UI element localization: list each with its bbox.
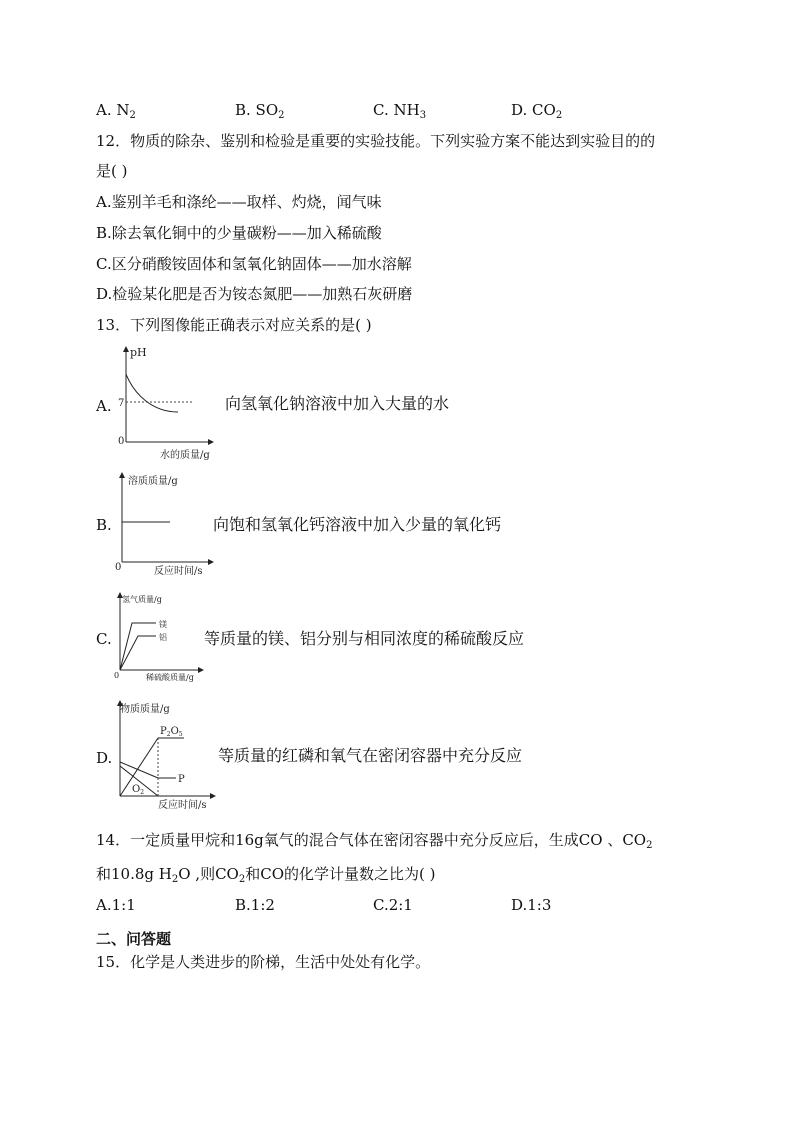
- series-p-label: P: [178, 774, 185, 785]
- q14-stem-line2: 和10.8g $H_2O$ ,则$CO_2$和CO的化学计量数之比为( ): [96, 865, 436, 885]
- q14-option-c: C.2:1: [373, 896, 413, 914]
- series-p-line: [120, 762, 176, 778]
- series-al-label: 铝: [159, 633, 167, 642]
- y-axis-label: 氢气质量/g: [122, 595, 162, 604]
- q12-stem-line1: 12．物质的除杂、鉴别和检验是重要的实验技能。下列实验方案不能达到实验目的的: [96, 132, 656, 150]
- series-p2o5-line: [120, 738, 184, 796]
- q12-option-b: B.除去氧化铜中的少量碳粉——加入稀硫酸: [96, 224, 382, 242]
- q13-d-caption: 等质量的红磷和氧气在密闭容器中充分反应: [218, 746, 523, 765]
- y-axis-label: pH: [130, 346, 147, 359]
- q12-option-c: C.区分硝酸铵固体和氢氧化钠固体——加水溶解: [96, 255, 412, 273]
- series-mg-line: [120, 623, 156, 670]
- x-axis-label: 反应时间/s: [154, 566, 203, 577]
- origin-label: 0: [118, 436, 125, 447]
- q13-a-label: A.: [96, 397, 112, 415]
- x-axis-label: 水的质量/g: [160, 450, 210, 461]
- q12-option-a: A.鉴别羊毛和涤纶——取样、灼烧，闻气味: [96, 193, 382, 211]
- y-axis-arrow: [123, 346, 129, 352]
- q13-d-chart: [112, 698, 222, 810]
- q13-b-chart: [112, 470, 222, 578]
- ph-curve: [126, 374, 178, 412]
- x-axis-arrow: [210, 793, 216, 799]
- q14-stem-line1: 14．一定质量甲烷和16g氧气的混合气体在密闭容器中充分反应后，生成CO 、$CO_2$: [96, 831, 653, 851]
- q12-option-d: D.检验某化肥是否为铵态氮肥——加熟石灰研磨: [96, 285, 413, 303]
- section-title: 二、问答题: [96, 930, 172, 948]
- origin-label: 0: [114, 671, 120, 680]
- q14-option-a: A.1:1: [96, 896, 136, 914]
- q13-c-chart: [112, 590, 212, 682]
- q13-b-caption: 向饱和氢氧化钙溶液中加入少量的氧化钙: [213, 515, 502, 534]
- tick-7: 7: [118, 398, 125, 409]
- series-mg-label: 镁: [159, 620, 167, 629]
- q14-option-b: B.1:2: [235, 896, 275, 914]
- x-axis-label: 稀硫酸质量/g: [146, 673, 194, 682]
- q13-a-chart: [112, 344, 222, 462]
- q13-b-label: B.: [96, 516, 112, 534]
- q11-option-c: C. $NH_3$: [373, 101, 427, 121]
- q13-a-caption: 向氢氧化钠溶液中加入大量的水: [225, 394, 450, 413]
- y-axis-label: 物质质量/g: [120, 704, 170, 715]
- x-axis-arrow: [198, 667, 204, 673]
- series-al-line: [120, 636, 156, 670]
- q13-d-label: D.: [96, 749, 113, 767]
- q13-c-caption: 等质量的镁、铝分别与相同浓度的稀硫酸反应: [204, 629, 525, 648]
- q14-option-d: D.1:3: [511, 896, 552, 914]
- q12-stem-line2: 是( ): [96, 162, 128, 180]
- x-axis-arrow: [208, 439, 214, 445]
- q13-stem: 13．下列图像能正确表示对应关系的是( ): [96, 316, 372, 334]
- x-axis-arrow: [208, 559, 214, 565]
- q11-option-b: B. $SO_2$: [235, 101, 285, 121]
- q15-stem: 15．化学是人类进步的阶梯，生活中处处有化学。: [96, 953, 431, 971]
- origin-label: 0: [115, 562, 122, 573]
- y-axis-arrow: [119, 472, 125, 478]
- series-o2-label: $O_2$: [132, 784, 145, 796]
- x-axis-label: 反应时间/s: [158, 800, 207, 810]
- q11-option-d: D. $CO_2$: [511, 101, 563, 121]
- y-axis-label: 溶质质量/g: [128, 476, 178, 487]
- q11-option-a: A. $N_2$: [96, 101, 136, 121]
- series-p2o5-label: $P_2O_5$: [160, 726, 183, 738]
- q13-c-label: C.: [96, 630, 112, 648]
